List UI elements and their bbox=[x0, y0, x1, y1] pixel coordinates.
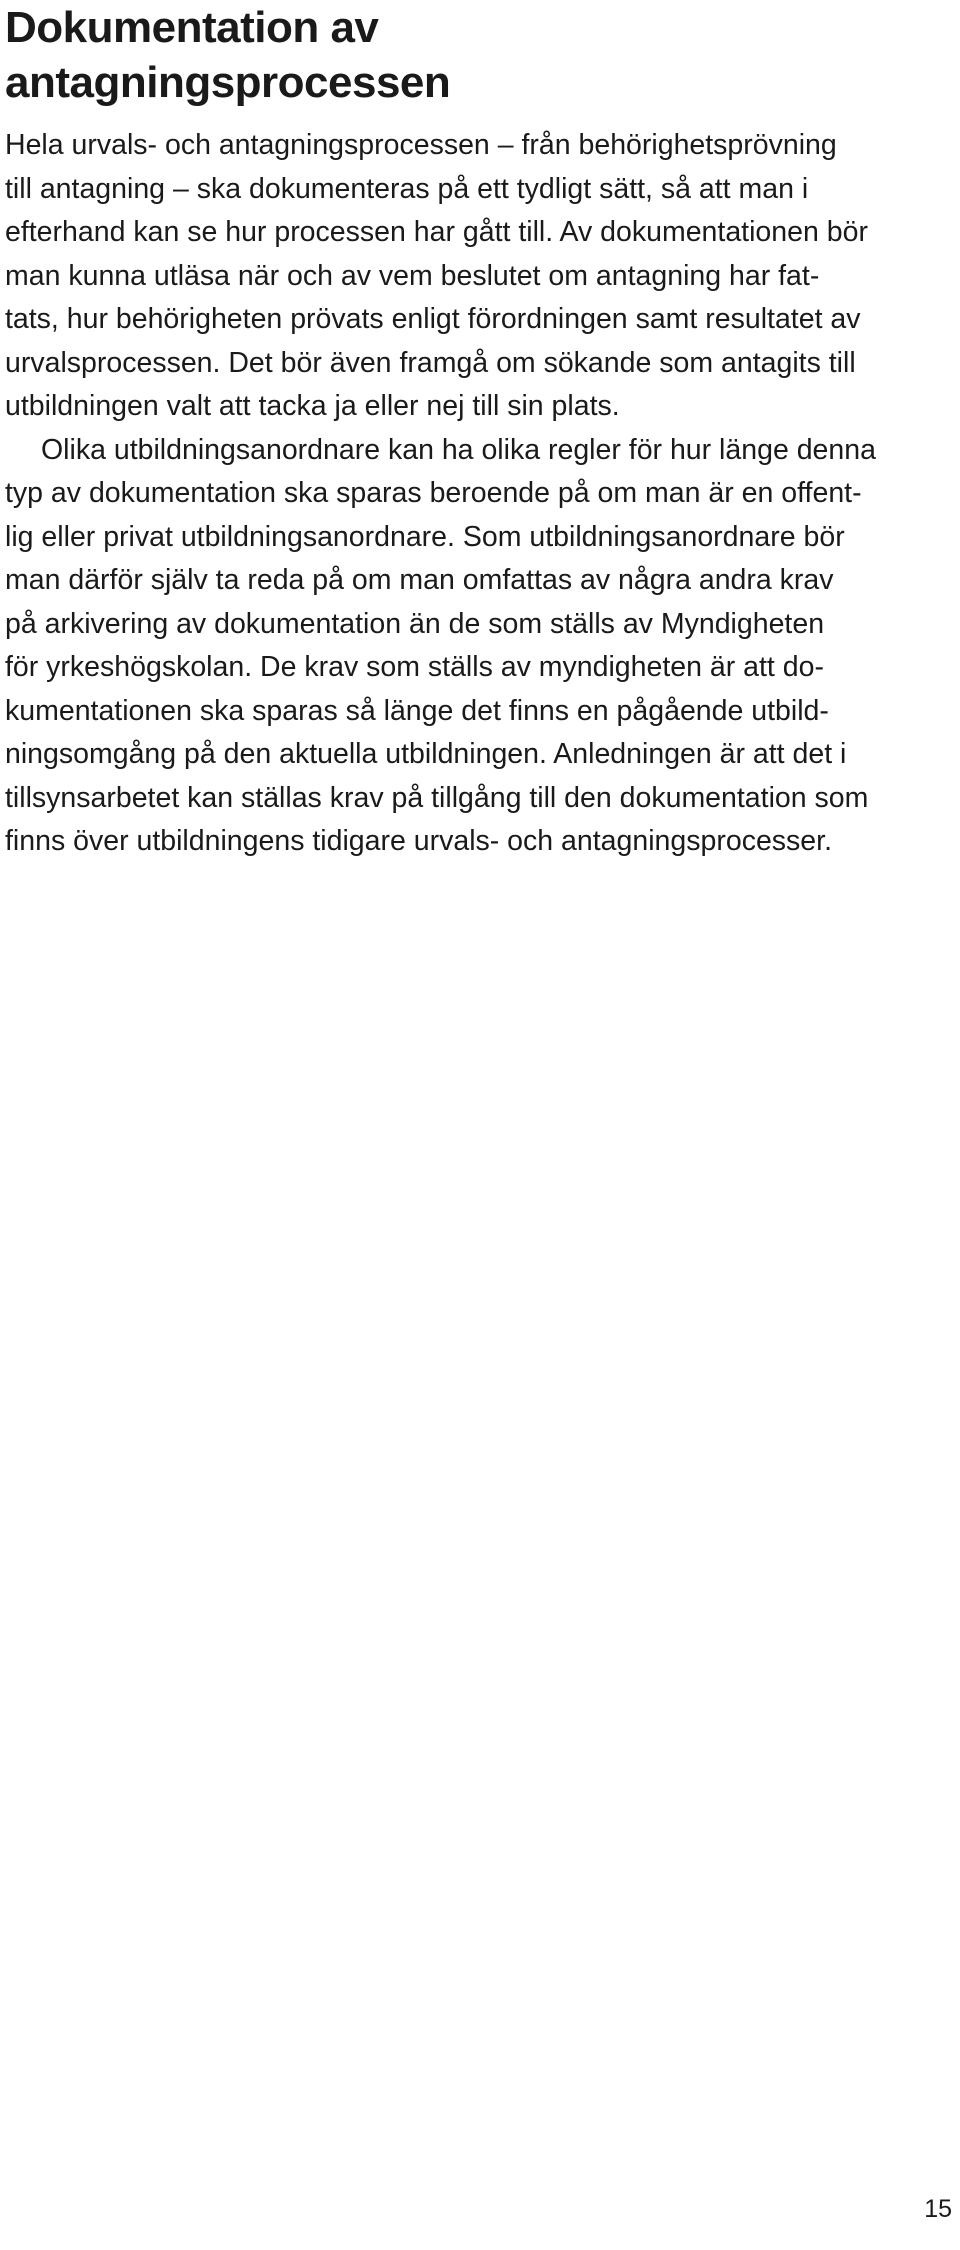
text-line: till antagning – ska dokumenteras på ett tydligt sätt, så att man i bbox=[5, 172, 809, 205]
text-line: finns över utbildningens tidigare urvals- och antagningsprocesser. bbox=[5, 825, 832, 857]
text-line: Olika utbildningsanordnare kan ha olika regler för hur länge denna bbox=[41, 433, 876, 466]
page-number: 15 bbox=[924, 2195, 952, 2223]
text-line: ningsomgång på den aktuella utbildningen. Anledningen är att det i bbox=[5, 738, 847, 770]
paragraph-2 bbox=[5, 429, 951, 864]
text-line: lig eller privat utbildningsanordnare. Som utbildningsanordnare bör bbox=[5, 520, 845, 553]
text-line: typ av dokumentation ska sparas beroende på om man är en offent- bbox=[5, 477, 862, 509]
body-text bbox=[5, 124, 951, 864]
text-line: på arkivering av dokumentation än de som ställs av Myndigheten bbox=[5, 607, 825, 640]
paragraph-1 bbox=[5, 124, 951, 429]
page-title-line-1: Dokumentation av bbox=[5, 3, 379, 52]
text-line: man kunna utläsa när och av vem beslutet om antagning har fat- bbox=[5, 259, 820, 292]
page-title-line-2: antagningsprocessen bbox=[5, 58, 451, 107]
text-line: tats, hur behörigheten prövats enligt förordningen samt resultatet av bbox=[5, 303, 861, 335]
text-line: urvalsprocessen. Det bör även framgå om sökande som antagits till bbox=[5, 346, 856, 379]
text-line: utbildningen valt att tacka ja eller nej till sin plats. bbox=[5, 390, 620, 422]
text-line: för yrkeshögskolan. De krav som ställs av myndigheten är att do- bbox=[5, 651, 824, 683]
text-line: Hela urvals- och antagningsprocessen – från behörighetsprövning bbox=[5, 129, 837, 161]
text-line: kumentationen ska sparas så länge det finns en pågående utbild- bbox=[5, 694, 829, 727]
text-line: efterhand kan se hur processen har gått till. Av dokumentationen bör bbox=[5, 216, 868, 248]
text-line: man därför själv ta reda på om man omfattas av några andra krav bbox=[5, 564, 834, 596]
page-title bbox=[5, 0, 705, 110]
text-line: tillsynsarbetet kan ställas krav på tillgång till den dokumentation som bbox=[5, 781, 869, 814]
